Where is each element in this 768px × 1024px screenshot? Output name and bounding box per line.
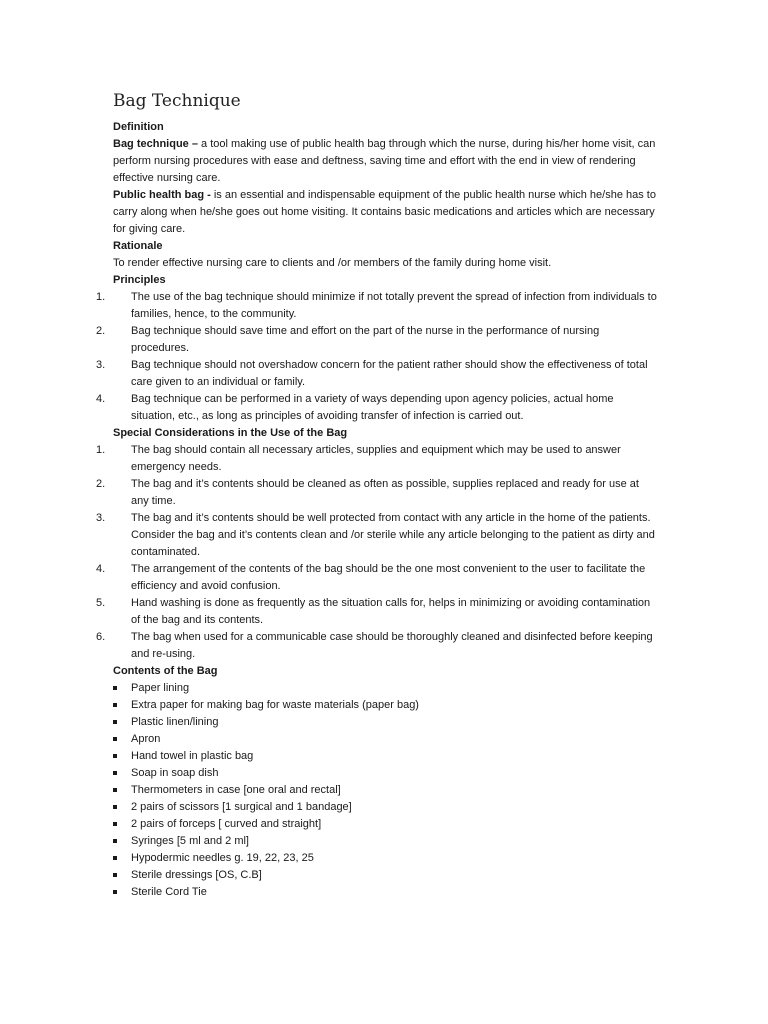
list-item-text: Plastic linen/lining	[131, 716, 219, 728]
rationale-text: To render effective nursing care to clients and /or members of the family during home visit.	[113, 257, 552, 269]
bullet-icon	[113, 771, 117, 775]
bullet-icon	[113, 890, 117, 894]
public-health-bag-text: is an essential and indispensable equipment of the public health nurse which he/she has to carry along when he/she goes out home visiting. It contains basic medications and articles which are necessary for giving care.	[113, 189, 656, 235]
bullet-icon	[113, 686, 117, 690]
page-title: Bag Technique	[113, 91, 241, 111]
special-considerations-list	[96, 442, 658, 663]
list-item-text: Apron	[131, 733, 161, 745]
list-item	[113, 816, 658, 833]
list-number: 1.	[96, 444, 106, 456]
contents-heading: Contents of the Bag	[113, 665, 218, 677]
bullet-icon	[113, 873, 117, 877]
list-item	[96, 289, 658, 323]
list-item-text: Hand washing is done as frequently as the situation calls for, helps in minimizing or avoiding contamination of the bag and its contents.	[131, 597, 651, 626]
list-item	[96, 561, 658, 595]
list-item	[113, 731, 658, 748]
list-item	[96, 476, 658, 510]
bag-technique-text: a tool making use of public health bag through which the nurse, during his/her home visit, can perform nursing procedures with ease and deftness, saving time and effort with the end in view of rendering effective nursing care.	[113, 138, 656, 184]
list-item	[96, 357, 658, 391]
list-item-text: Soap in soap dish	[131, 767, 219, 779]
bullet-icon	[113, 839, 117, 843]
principles-heading: Principles	[113, 274, 166, 286]
list-item-text: Thermometers in case [one oral and rectal]	[131, 784, 341, 796]
list-item	[113, 765, 658, 782]
list-item	[113, 799, 658, 816]
bag-technique-term: Bag technique –	[113, 138, 198, 150]
public-health-bag-term: Public health bag -	[113, 189, 211, 201]
list-item	[96, 391, 658, 425]
principles-list	[96, 289, 658, 425]
bullet-icon	[113, 822, 117, 826]
public-health-bag-definition	[113, 187, 658, 238]
list-item-text: Hypodermic needles g. 19, 22, 23, 25	[131, 852, 314, 864]
list-number: 1.	[96, 291, 106, 303]
list-item	[113, 680, 658, 697]
list-item-text: Bag technique should not overshadow concern for the patient rather should show the effectiveness of total care given to an individual or family.	[131, 359, 648, 388]
list-item	[96, 629, 658, 663]
list-item	[96, 442, 658, 476]
list-item-text: Extra paper for making bag for waste materials (paper bag)	[131, 699, 419, 711]
list-item-text: Paper lining	[131, 682, 190, 694]
list-item-text: Sterile dressings [OS, C.B]	[131, 869, 262, 881]
document-body	[96, 88, 658, 901]
list-item	[113, 884, 658, 901]
list-item-text: 2 pairs of forceps [ curved and straight]	[131, 818, 322, 830]
list-number: 4.	[96, 563, 106, 575]
bullet-icon	[113, 737, 117, 741]
list-number: 3.	[96, 359, 106, 371]
bag-technique-definition	[113, 136, 658, 187]
list-item	[113, 714, 658, 731]
bullet-icon	[113, 805, 117, 809]
bullet-icon	[113, 703, 117, 707]
list-item-text: Hand towel in plastic bag	[131, 750, 254, 762]
definition-heading: Definition	[113, 121, 164, 133]
bullet-icon	[113, 788, 117, 792]
list-item-text: Syringes [5 ml and 2 ml]	[131, 835, 249, 847]
list-item	[113, 833, 658, 850]
bullet-icon	[113, 754, 117, 758]
list-item	[113, 697, 658, 714]
list-item	[96, 323, 658, 357]
list-item	[96, 510, 658, 561]
list-number: 2.	[96, 325, 106, 337]
list-number: 5.	[96, 597, 106, 609]
list-item	[96, 595, 658, 629]
rationale-heading: Rationale	[113, 240, 163, 252]
list-number: 6.	[96, 631, 106, 643]
list-item-text: The bag and it’s contents should be cleaned as often as possible, supplies replaced and ready for use at any time.	[131, 478, 639, 507]
list-item	[113, 782, 658, 799]
list-item-text: The bag should contain all necessary articles, supplies and equipment which may be used to answer emergency needs.	[131, 444, 621, 473]
bullet-icon	[113, 856, 117, 860]
list-item-text: The arrangement of the contents of the bag should be the one most convenient to the user to facilitate the efficiency and avoid confusion.	[131, 563, 646, 592]
special-considerations-heading: Special Considerations in the Use of the Bag	[113, 427, 348, 439]
list-item	[113, 748, 658, 765]
list-number: 4.	[96, 393, 106, 405]
list-number: 3.	[96, 512, 106, 524]
bullet-icon	[113, 720, 117, 724]
list-item-text: The use of the bag technique should minimize if not totally prevent the spread of infection from individuals to families, hence, to the community.	[131, 291, 657, 320]
list-number: 2.	[96, 478, 106, 490]
list-item	[113, 867, 658, 884]
list-item-text: Bag technique should save time and effort on the part of the nurse in the performance of nursing procedures.	[131, 325, 600, 354]
list-item-text: Sterile Cord Tie	[131, 886, 207, 898]
list-item-text: 2 pairs of scissors [1 surgical and 1 bandage]	[131, 801, 352, 813]
list-item	[113, 850, 658, 867]
list-item-text: The bag when used for a communicable case should be thoroughly cleaned and disinfected before keeping and re-using.	[131, 631, 653, 660]
list-item-text: The bag and it’s contents should be well protected from contact with any article in the home of the patients. Consider the bag and it’s contents clean and /or sterile while any article belonging to the patient as dirty and contaminated.	[131, 512, 655, 558]
list-item-text: Bag technique can be performed in a variety of ways depending upon agency policies, actual home situation, etc., as long as principles of avoiding transfer of infection is carried out.	[131, 393, 614, 422]
contents-list	[113, 680, 658, 901]
